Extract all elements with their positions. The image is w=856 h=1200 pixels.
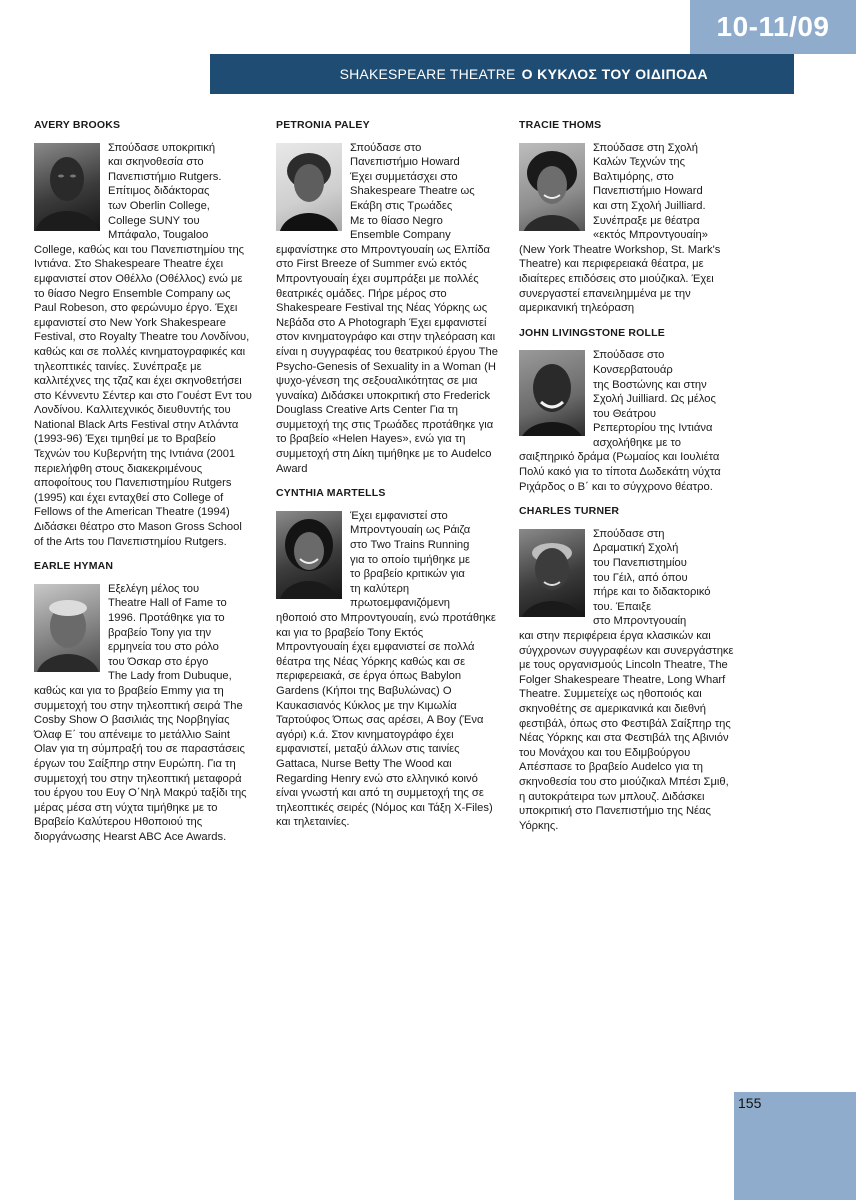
bio-tracie-thoms [519,118,737,316]
bio-name: TRACIE THOMS [519,119,602,131]
bio-name: CHARLES TURNER [519,505,620,518]
portrait-photo [34,143,100,231]
bio-name: EARLE HYMAN [34,560,114,573]
bio-column-2 [276,118,498,840]
bio-text: Εξελέγη μέλος του Theatre Hall of Fame το 1996. Προτάθηκε για το βραβείο Tony για την ερμηνεία του στο ρόλο του Όσκαρ στο έργο The Lady from Dubuque, καθώς και για το βραβείο Emmy για τη συμμετοχή του στην τηλεοπτική σειρά The Cosby Show Ο βασιλιάς της Νορβηγίας Όλαφ Ε΄ του απένειμε το μετάλλιο Saint Olav για τη σύμπραξή του σε παραστάσεις έργων του Σαίξπηρ στην Ευρώπη. Για τη συμμετοχή του στην τηλεοπτική μεταφορά του έργου του Ευγ Ο΄Νηλ Μακρύ ταξίδι της μέρας μέσα στη νύχτα τιμήθηκε με το Βραβείο Καλύτερου Ηθοποιού της διοργάνωσης Hearst ABC Ace Awards. [34,582,247,843]
bio-name: CYNTHIA MARTELLS [276,487,386,500]
bio-earle-hyman [34,559,252,844]
bio-name: PETRONIA PALEY [276,119,370,131]
portrait-photo [519,529,585,617]
bio-petronia-paley [276,118,498,476]
section-header-bar [210,54,794,94]
bio-avery-brooks [34,118,252,549]
bio-charles-turner [519,504,737,833]
bio-name: JOHN LIVINGSTONE ROLLE [519,326,665,339]
bio-column-3 [519,118,737,843]
bio-name: AVERY BROOKS [34,119,121,131]
bio-cynthia-martells [276,486,498,830]
portrait-photo [34,584,100,672]
bio-text: Έχει εμφανιστεί στο Μπροντγουαίη ως Ράιζα στο Two Trains Running για το οποίο τιμήθηκε με το βραβείο κριτικών για τη καλύτερη πρωτοεμφανιζόμενη ηθοποιό στο Μπροντγουαίη, ενώ προτάθηκε και για το βραβείο Tony Εκτός Μπροντγουαίη έχει εμφανιστεί σε πολλά θέατρα της Νέας Υόρκης καθώς και σε περιφερειακά, σε έργα όπως Babylon Gardens (Κήποι της Βαβυλώνας) Ο Καυκασιανός Κύκλος με την Κιμωλία Ταρτούφος Όπως σας αρέσει, A Boy (Ένα αγόρι) κ.ά. Στον κινηματογράφο έχει εμφανιστεί, μεταξύ άλλων στις ταινίες Gattaca, Nurse Betty The Wood και Regarding Henry ενώ στο ελληνικό κοινό είναι γνωστή και από τη συμμετοχή της σε τηλεοπτικές σειρές (Νόμος και Τάξη X-Files) και τηλεταινίες. [276,509,496,829]
bio-john-livingstone-rolle [519,326,737,495]
portrait-photo [276,511,342,599]
bio-text: Σπούδασε στη Σχολή Καλών Τεχνών της Βαλτιμόρης, στο Πανεπιστήμιο Howard και στη Σχολή Juilliard. Συνέπραξε με θέατρα «εκτός Μπροντγουαίη» (New York Theatre Workshop, St. Mark's Theatre) και περιφερειακά θέατρα, με ιδιαίτερες επιδόσεις στο μιούζικαλ. Έχει συνεργαστεί επανειλημμένα με την αμερικανική τηλεόραση [519,141,721,315]
bio-text: Σπούδασε στο Κονσερβατουάρ της Βοστώνης και στην Σχολή Juilliard. Ως μέλος του Θεάτρου Ρεπερτορίου της Ιντιάνα ασχολήθηκε με το σαιξπηρικό δράμα (Ρωμαίος και Ιουλιέτα Πολύ κακό για το τίποτα Δωδεκάτη νύχτα Ριχάρδος ο Β΄ και το σύγχρονο θέατρο. [519,349,721,493]
header-title-en: SHAKESPEARE THEATRE [339,66,516,82]
bio-column-1 [34,118,252,855]
portrait-photo [276,143,342,231]
bio-text: Σπούδασε στη Δραματική Σχολή του Πανεπιστημίου του Γέιλ, από όπου πήρε και το διδακτορικό του. Έπαιξε στο Μπροντγουαίη και στην περιφέρεια έργα κλασικών και σύγχρονων συγγραφέων και συνεργάστηκε με τους οργανισμούς Lincoln Theatre, The Folger Shakespeare Theatre, Long Wharf Theatre. Συμμετείχε ως ηθοποιός και σκηνοθέτης σε αμερικανικά και διεθνή φεστιβάλ, όπως στο Φεστιβάλ Σαίξπηρ της Νέας Υόρκης και στα Φεστιβάλ της Αβινιόν του Μονάχου και του Εδιμβούργου Απέσπασε το βραβείο Audelco για τη σκηνοθεσία του στο μιούζικαλ Μπέσι Σμιθ, η αυτοκράτειρα των μπλουζ. Διδάσκει υποκριτική στο Πανεπιστήμιο της Νέας Υόρκης. [519,527,734,832]
header-title-gr: Ο ΚΥΚΛΟΣ ΤΟΥ ΟΙΔΙΠΟΔΑ [521,66,708,82]
bio-text: Σπούδασε στο Πανεπιστήμιο Howard Έχει συμμετάσχει στο Shakespeare Theatre ως Εκάβη στις Τρωάδες Με το θίασο Negro Ensemble Company εμφανίστηκε στο Μπροντγουαίη ως Ελπίδα στο First Breeze of Summer ενώ εκτός Μπροντγουαίη έχει συμπράξει με πολλές θεατρικές ομάδες. Πήρε μέρος στο Shakespeare Festival της Νέας Υόρκης ως Νεβάδα στο A Photograph Έχει εμφανιστεί στον κινηματογράφο και στην τηλεόραση και είναι η συγγραφέας του θεατρικού έργου The Psycho-Genesis of Sexuality in a Woman (Η ψυχο-γένεση της σεξουαλικότητας σε μια γυναίκα) Διδάσκει υποκριτική στο Frederick Douglass Creative Arts Center Για τη συμμετοχή της στις Τρωάδες προτάθηκε για το βραβείο «Helen Hayes», ενώ για τη συμμετοχή στη Δίκη τιμήθηκε με το Audelco Award [276,141,498,475]
bio-text: Σπούδασε υποκριτική και σκηνοθεσία στο Πανεπιστήμιο Rutgers. Επίτιμος διδάκτορας των Oberlin College, College SUNY του Μπάφαλο, Tougaloo College, καθώς και του Πανεπιστημίου της Ιντιάνα. Στο Shakespeare Theatre έχει εμφανιστεί στον Οθέλλο (Οθέλλος) ενώ με το θίασο Negro Ensemble Company ως Paul Robeson, στο φερώνυμο έργο. Έχει εμφανιστεί στο New York Shakespeare Festival, στο Royalty Theatre του Λονδίνου, καθώς και σε πολλές κινηματογραφικές και τηλεοπτικές ταινίες. Συνέπραξε με καλλιτέχνες της τζαζ και έχει σκηνοθετήσει στο Κέννεντυ Σέντερ και στο Γουέστ Εντ του Λονδίνου. Καλλιτεχνικός διευθυντής του National Black Arts Festival στην Ατλάντα (1993-96) Έχει τιμηθεί με το Βραβείο Τεχνών του Κυβερνήτη της Ιντιάνα (2001 περιελήφθη στους διακεκριμένους αποφοίτους του Πανεπιστημίου Rutgers (1995) και έχει ενταχθεί στο College of Fellows of the American Theatre (1994) Διδάσκει θέατρο στο Mason Gross School of the Arts του Πανεπιστημίου Rutgers. [34,141,252,548]
page-number-box [734,1092,856,1200]
portrait-photo [519,143,585,231]
portrait-photo [519,350,585,436]
issue-date-tab: 10-11/09 [690,0,856,54]
page-number: 155 [738,1095,762,1111]
